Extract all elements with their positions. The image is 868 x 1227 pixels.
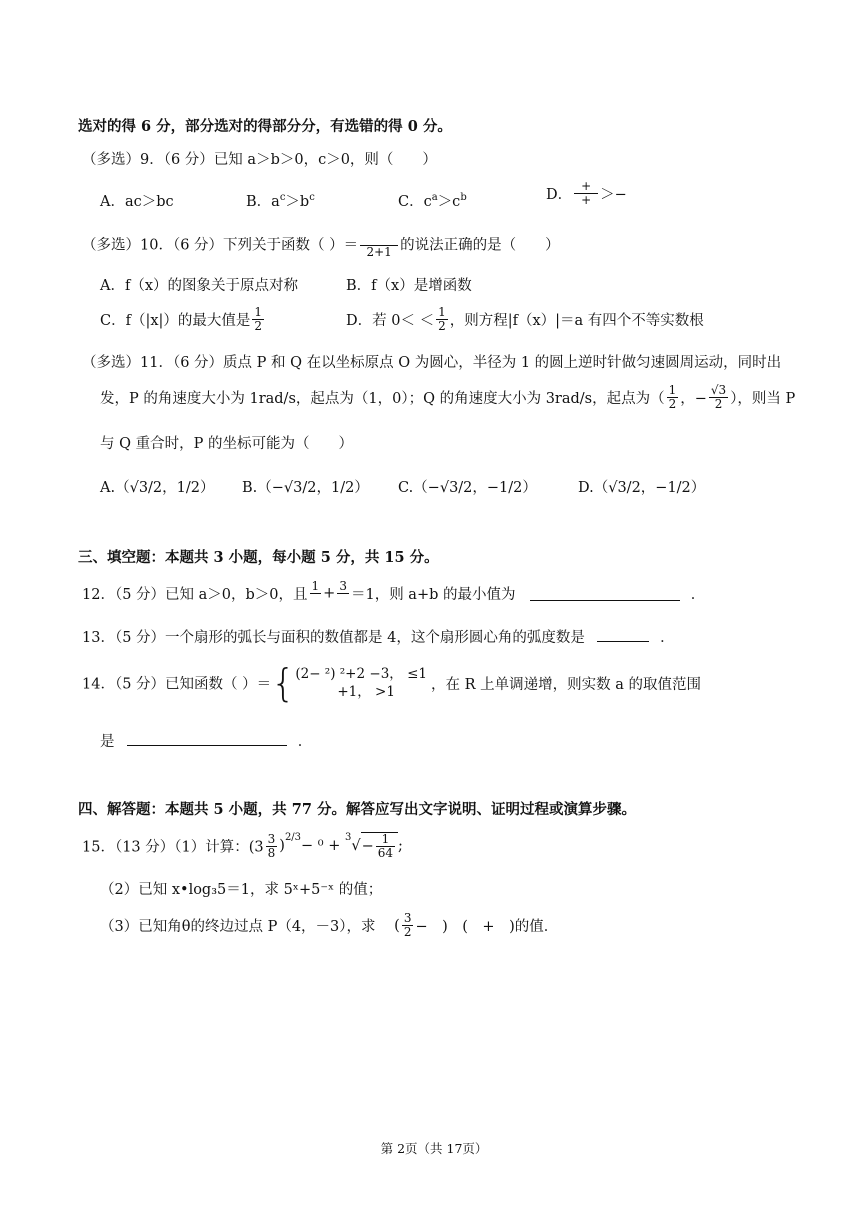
q11-option-a[interactable]: A.（√3/2，1/2） <box>100 480 215 496</box>
section-3-title: 三、填空题：本题共 3 小题，每小题 5 分，共 15 分。 <box>78 549 439 566</box>
q15-part-2: （2）已知 x•log₃5＝1，求 5ˣ+5⁻ˣ 的值； <box>100 882 383 898</box>
q11-frac-2: $\frac{√3}{2}$ <box>710 383 727 411</box>
q9-option-d[interactable]: D． $\frac{+}{+}$ ＞− <box>546 179 627 207</box>
q10-c-fraction: $\frac{1}{2}$ <box>254 305 263 333</box>
q14-answer-blank[interactable] <box>127 731 287 746</box>
q14: 14．（5 分）已知函数（ ）＝{ (2− ²) ²+2 −3， ≤1 +1， >1 ，在 R 上单调递增，则实数 a 的取值范围 <box>82 661 701 705</box>
q9-stem: （多选）9．（6 分）已知 a＞b＞0，c＞0，则（ ） <box>82 152 437 168</box>
q14-cases: (2− ²) ²+2 −3， ≤1 +1， >1 <box>295 666 427 700</box>
q15-root-fraction: $\frac{1}{64}$ <box>377 832 394 860</box>
q13-answer-blank[interactable] <box>597 627 649 642</box>
q13: 13．（5 分）一个扇形的弧长与面积的数值都是 4，这个扇形圆心角的弧度数是 ． <box>82 626 675 647</box>
q15-part-3: （3）已知角θ的终边过点 P（4，－3），求 ( $\frac{3}{2}$ − ) ( + )的值． <box>100 911 559 939</box>
q11-option-b[interactable]: B.（−√3/2，1/2） <box>242 480 369 496</box>
q15-mixed-fraction: $\frac{3}{8}$ <box>267 831 276 860</box>
q12-answer-blank[interactable] <box>530 586 680 601</box>
q11-option-c[interactable]: C.（−√3/2，−1/2） <box>398 480 537 496</box>
section-4-title: 四、解答题：本题共 5 小题，共 77 分。解答应写出文字说明、证明过程或演算步骤。 <box>78 801 636 818</box>
q11-frac-1: $\frac{1}{2}$ <box>668 383 677 411</box>
q15-part-1: 15．（13 分）（1）计算：(3 $\frac{3}{8}$ )$^{2/3}$− ⁰ + $^3$√− $\frac{1}{64}$ ; <box>82 831 403 860</box>
q9-option-a[interactable]: A．ac＞bc <box>100 194 174 210</box>
q11-option-d[interactable]: D.（√3/2，−1/2） <box>578 480 706 496</box>
q10-stem-fraction: 2+1 <box>360 232 398 259</box>
q15-cube-root: − $\frac{1}{64}$ <box>361 832 398 860</box>
q10-option-c[interactable]: C．f（|x|）的最大值是 $\frac{1}{2}$ <box>100 305 263 333</box>
q10-stem: （多选）10．（6 分）下列关于函数（ ）＝ 2+1 的说法正确的是（ ） <box>82 232 560 259</box>
q9-d-fraction: $\frac{+}{+}$ <box>574 180 598 207</box>
section-intro: 选对的得 6 分，部分选对的得部分分，有选错的得 0 分。 <box>78 118 452 135</box>
q14-line-2: 是 ． <box>100 730 312 751</box>
q11-line-1: （多选）11．（6 分）质点 P 和 Q 在以坐标原点 O 为圆心，半径为 1 的圆上逆时针做匀速圆周运动，同时出 <box>82 355 782 371</box>
q14-brace: { <box>271 661 296 705</box>
q10-option-d[interactable]: D．若 0＜ ＜ $\frac{1}{2}$ ，则方程|f（x）|＝a 有四个不等实数根 <box>346 305 704 333</box>
q10-option-b[interactable]: B．f（x）是增函数 <box>346 278 472 294</box>
q12: 12．（5 分）已知 a＞0，b＞0，且 1 + 3 ＝1，则 a+b 的最小值为 ． <box>82 580 705 607</box>
q10-option-a[interactable]: A．f（x）的图象关于原点对称 <box>100 278 299 294</box>
q12-frac-1: 1 <box>311 579 320 593</box>
q9-option-c[interactable]: C．$c^a>c^b$ <box>398 192 467 210</box>
q12-frac-2: 3 <box>339 579 347 593</box>
page-footer: 第 2页（共 17页） <box>380 1141 488 1156</box>
q11-line-2: 发，P 的角速度大小为 1rad/s，起点为（1，0）；Q 的角速度大小为 3rad/s，起点为（ $\frac{1}{2}$ ，− $\frac{√3}{2}$ ），则当 P <box>100 383 796 411</box>
q10-d-fraction: $\frac{1}{2}$ <box>438 305 446 333</box>
q9-option-b[interactable]: B．$a^c>b^c$ <box>246 192 315 210</box>
q15-part3-fraction: $\frac{3}{2}$ <box>403 911 412 939</box>
q11-line-3: 与 Q 重合时，P 的坐标可能为（ ） <box>100 436 353 452</box>
